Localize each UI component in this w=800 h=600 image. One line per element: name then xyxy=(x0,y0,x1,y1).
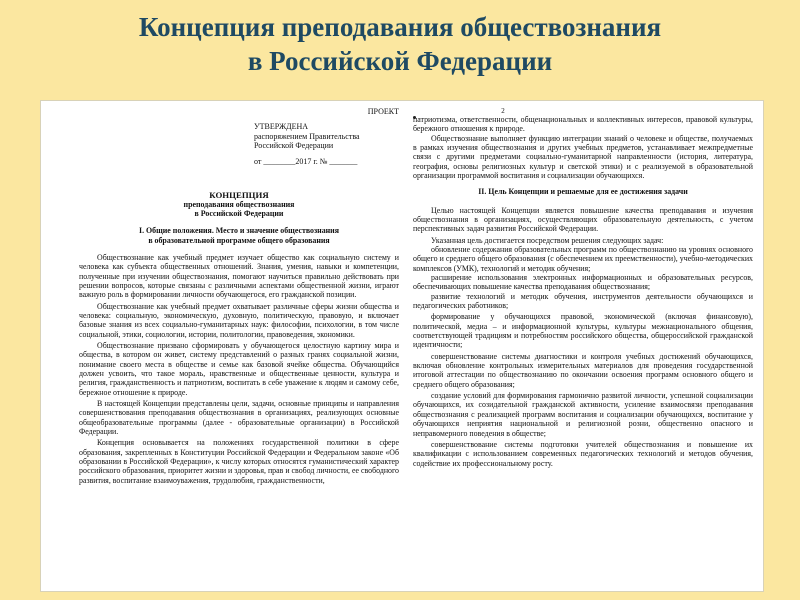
list-item: совершенствование системы подготовки учителей обществознания и повышение их квалификации с использованием современных педагогических технологий и методов обучения, содействие их профессиональному росту. xyxy=(413,439,753,468)
slide-title xyxy=(0,10,800,78)
section1-heading-2: в образовательной программе общего образования xyxy=(148,235,330,245)
right-page xyxy=(413,107,753,468)
draft-mark: ПРОЕКТ xyxy=(367,107,399,116)
section1-heading-1: I. Общие положения. Место и значение обществознания xyxy=(139,226,339,236)
doc-title: КОНЦЕПЦИЯ xyxy=(209,190,269,200)
paragraph: Обществознание призвано сформировать у обучающегося целостную картину мира и общества, в котором он живет, систему представлений о разных гранях социальной жизни, понимание своего места в обществе и семье как базовой ячейке общества. Обучающийся должен усвоить, что такое мораль, нравственные и общественные ценности, культура и религия, гражданственность и патриотизм, воспитать в себе уважение к людям и самому себе, бережное отношение к природе. xyxy=(79,340,399,397)
paragraph: Обществознание как учебный предмет изучает общество как социальную систему и человека как субъекта общественных отношений. Знания, умения, навыки и компетенции, полученные при изучении обществознания, помогают научиться правильно действовать при решении вопросов, которые связаны с различными аспектами общественной жизни, играют важную роль в формировании личности обучающегося, его гражданской позиции. xyxy=(79,252,399,300)
approved-by-2: Российской Федерации xyxy=(254,141,334,150)
approved-label: УТВЕРЖДЕНА xyxy=(254,122,309,131)
section2-heading: II. Цель Концепции и решаемые для ее достижения задачи xyxy=(478,187,688,197)
doc-subtitle-2: в Российской Федерации xyxy=(194,209,284,219)
list-item: формирование у обучающихся правовой, экономической (включая финансовую), политической, медиа – и информационной культуры, культуры межнационального общения, соответствующей традициям и потребностям российского общества, общероссийской гражданской идентичности; xyxy=(413,312,753,350)
paragraph: патриотизма, ответственности, общенациональных и коллективных интересов, правовой культуры, бережного отношения к природе. xyxy=(413,115,753,134)
paragraph: Концепция основывается на положениях государственной политики в сфере образования, закрепленных в Конституции Российской Федерации и Федеральном законе «Об образовании в Российской Федерации», к числу которых относятся гуманистический характер российского образования, приоритет жизни и здоровья, прав и свобод личности, ее свободного развития, воспитание взаимоуважения, трудолюбия, гражданственности, xyxy=(79,438,399,485)
slide-title-line1: Концепция преподавания обществознания xyxy=(138,12,662,42)
list-item: совершенствование системы диагностики и контроля учебных достижений обучающихся, включая обновление контрольных измерительных материалов для проведения государственной итоговой аттестации по обществознанию по окончании освоения программ основного общего и среднего общего образования; xyxy=(413,351,753,389)
list-item: расширение использования электронных информационных и образовательных ресурсов, обеспечивающих повышение качества преподавания обществознания; xyxy=(413,273,753,292)
paragraph: Целью настоящей Концепции является повышение качества преподавания и изучения обществознания в организациях, осуществляющих образовательную деятельность, с учетом перспективных задач развития Российской Федерации. xyxy=(413,205,753,234)
paragraph: В настоящей Концепции представлены цели, задачи, основные принципы и направления совершенствования преподавания обществознания в организациях, реализующих основные общеобразовательные программы (далее - образовательные организации) в Российской Федерации. xyxy=(79,398,399,436)
left-page xyxy=(79,107,399,485)
list-item: развитие технологий и методик обучения, инструментов деятельности обучающихся и педагогических работников; xyxy=(413,291,753,311)
page-number: 2 xyxy=(501,107,505,115)
doc-subtitle-1: преподавания обществознания xyxy=(183,200,295,209)
document-scan xyxy=(40,100,764,592)
slide-title-line2: в Российской Федерации xyxy=(247,46,553,76)
approval-block xyxy=(254,122,399,166)
list-item: создание условий для формирования гармонично развитой личности, успешной социализации обучающихся, их созидательной гражданской активности, усиление взаимосвязи преподавания обществознания с реализацией программ воспитания и социализации обучающихся, воспитание у обучающихся неприятия национальной и религиозной розни, общественно опасного и неправомерного поведения в обществе; xyxy=(413,391,753,438)
list-item: обновление содержания образовательных программ по обществознанию на уровнях основного общего и среднего общего образования (с обеспечением их преемственности), учебно-методических комплексов (УМК), технологий и методик обучения; xyxy=(413,244,753,273)
approved-date: от ________2017 г. № _______ xyxy=(254,156,358,166)
approved-by-1: распоряжением Правительства xyxy=(254,131,360,141)
paragraph: Обществознание выполняет функцию интеграции знаний о человеке и обществе, получаемых в рамках изучения обществознания и других учебных предметов, устанавливает межпредметные связи с другими предметами социально-гуманитарной направленности (история, литература, география, основы религиозных культур и светской этики) и с реализуемой в образовательной организации программой воспитания и социализации обучающихся. xyxy=(413,133,753,181)
paragraph: Обществознание как учебный предмет охватывает различные сферы жизни общества и человека: социальную, экономическую, духовную, политическую, правовую, и включает базовые знания из всех социально-гуманитарных наук: философии, психологии, в том числе социальной, этики, социологии, истории, политологии, правоведения, экономики. xyxy=(79,301,399,339)
paragraph: Указанная цель достигается посредством решения следующих задач: xyxy=(431,235,664,245)
